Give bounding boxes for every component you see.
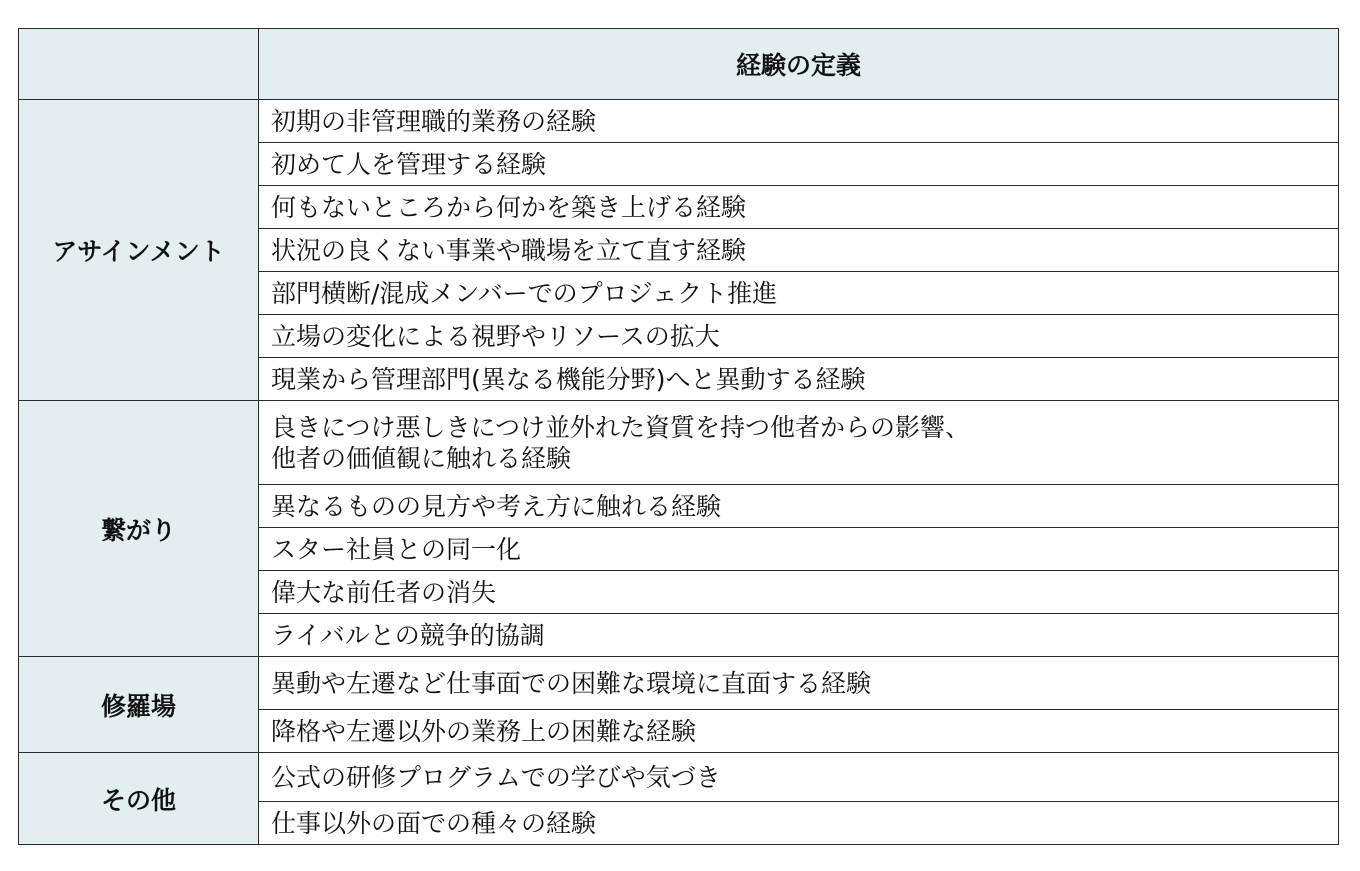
definition-line: 良きにつけ悪しきにつけ並外れた資質を持つ他者からの影響、	[271, 412, 971, 442]
definition-cell: 仕事以外の面での種々の経験	[259, 802, 1339, 845]
definition-cell: 何もないところから何かを築き上げる経験	[259, 186, 1339, 229]
experience-definition-table	[18, 28, 1339, 845]
definition-cell-multiline	[259, 401, 1339, 485]
header-corner-cell	[19, 29, 259, 100]
definition-cell: 現業から管理部門(異なる機能分野)へと異動する経験	[259, 358, 1339, 401]
definition-cell: スター社員との同一化	[259, 528, 1339, 571]
definition-cell: 立場の変化による視野やリソースの拡大	[259, 315, 1339, 358]
definition-cell: ライバルとの競争的協調	[259, 614, 1339, 657]
definition-cell: 初期の非管理職的業務の経験	[259, 100, 1339, 143]
definition-cell: 初めて人を管理する経験	[259, 143, 1339, 186]
definition-cell: 偉大な前任者の消失	[259, 571, 1339, 614]
table-header-row	[19, 29, 1339, 100]
category-connections: 繋がり	[19, 401, 259, 657]
definition-line: 他者の価値観に触れる経験	[271, 443, 572, 473]
column-header-definition: 経験の定義	[259, 29, 1339, 100]
category-hardships: 修羅場	[19, 657, 259, 753]
table-row	[19, 401, 1339, 485]
definition-cell: 異動や左遷など仕事面での困難な環境に直面する経験	[259, 657, 1339, 710]
definition-cell: 状況の良くない事業や職場を立て直す経験	[259, 229, 1339, 272]
table-row	[19, 753, 1339, 802]
category-assignment: アサインメント	[19, 100, 259, 401]
definition-cell: 降格や左遷以外の業務上の困難な経験	[259, 710, 1339, 753]
definition-cell: 公式の研修プログラムでの学びや気づき	[259, 753, 1339, 802]
definition-cell: 異なるものの見方や考え方に触れる経験	[259, 485, 1339, 528]
table-row	[19, 657, 1339, 710]
category-other: その他	[19, 753, 259, 845]
definition-cell: 部門横断/混成メンバーでのプロジェクト推進	[259, 272, 1339, 315]
table-row	[19, 100, 1339, 143]
